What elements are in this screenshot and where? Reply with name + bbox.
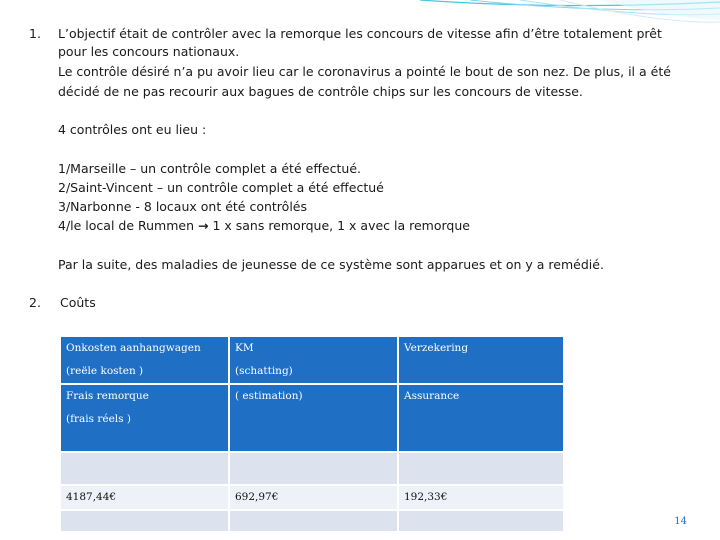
cell-text: ( estimation) [235,390,303,402]
table-cell [60,510,229,532]
cell-value: 4187,44€ [66,491,117,503]
table-cell [229,452,398,485]
controls-intro: 4 contrôles ont eu lieu : [58,122,207,137]
table-cell [398,510,564,532]
table-cell [60,485,229,510]
control-item-4 [58,218,470,234]
table-cell [60,336,229,384]
table-cell [229,485,398,510]
arrow-right-icon: → [197,218,209,233]
cell-text: Frais remorque [66,390,149,402]
paragraph-line: pour les concours nationaux. [58,44,240,59]
table-row [60,510,564,532]
table-cell [398,452,564,485]
cell-text: Onkosten aanhangwagen [66,342,201,354]
table-cell [229,510,398,532]
cell-text: (frais réels ) [66,413,131,425]
list-number-1: 1. [29,26,41,41]
control-item: 1/Marseille – un contrôle complet a été effectué. [58,161,361,176]
table-cell [398,336,564,384]
control-item-4-text: 4/le local de Rummen [58,218,198,233]
table-row [60,336,564,384]
table-cell [60,452,229,485]
costs-table [59,335,565,533]
table-cell [229,336,398,384]
cell-text: (reële kosten ) [66,365,144,377]
cell-text: Verzekering [404,342,469,354]
table-row [60,384,564,452]
page-number: 14 [674,516,687,527]
control-item-4-detail: 1 x sans remorque, 1 x avec la remorque [208,218,470,233]
conclusion-text: Par la suite, des maladies de jeunesse de ce système sont apparues et on y a remédié. [58,257,604,272]
table-cell [60,384,229,452]
control-item: 2/Saint-Vincent – un contrôle complet a été effectué [58,180,384,195]
cell-text: KM [235,342,254,354]
table-row [60,485,564,510]
list-number-2: 2. [29,295,41,310]
table-cell [229,384,398,452]
cell-value: 192,33€ [404,491,448,503]
cell-text: Assurance [404,390,460,402]
cell-text: (schatting) [235,365,293,377]
cell-value: 692,97€ [235,491,279,503]
paragraph-line: L’objectif était de contrôler avec la remorque les concours de vitesse afin d’être totalement prêt [58,26,662,41]
section-title-costs: Coûts [60,295,96,310]
table-row [60,452,564,485]
paragraph-line: Le contrôle désiré n’a pu avoir lieu car le coronavirus a pointé le bout de son nez. De plus, il a été [58,64,671,79]
table-cell [398,485,564,510]
paragraph-line: décidé de ne pas recourir aux bagues de contrôle chips sur les concours de vitesse. [58,84,583,99]
control-item: 3/Narbonne - 8 locaux ont été contrôlés [58,199,307,214]
table-cell [398,384,564,452]
